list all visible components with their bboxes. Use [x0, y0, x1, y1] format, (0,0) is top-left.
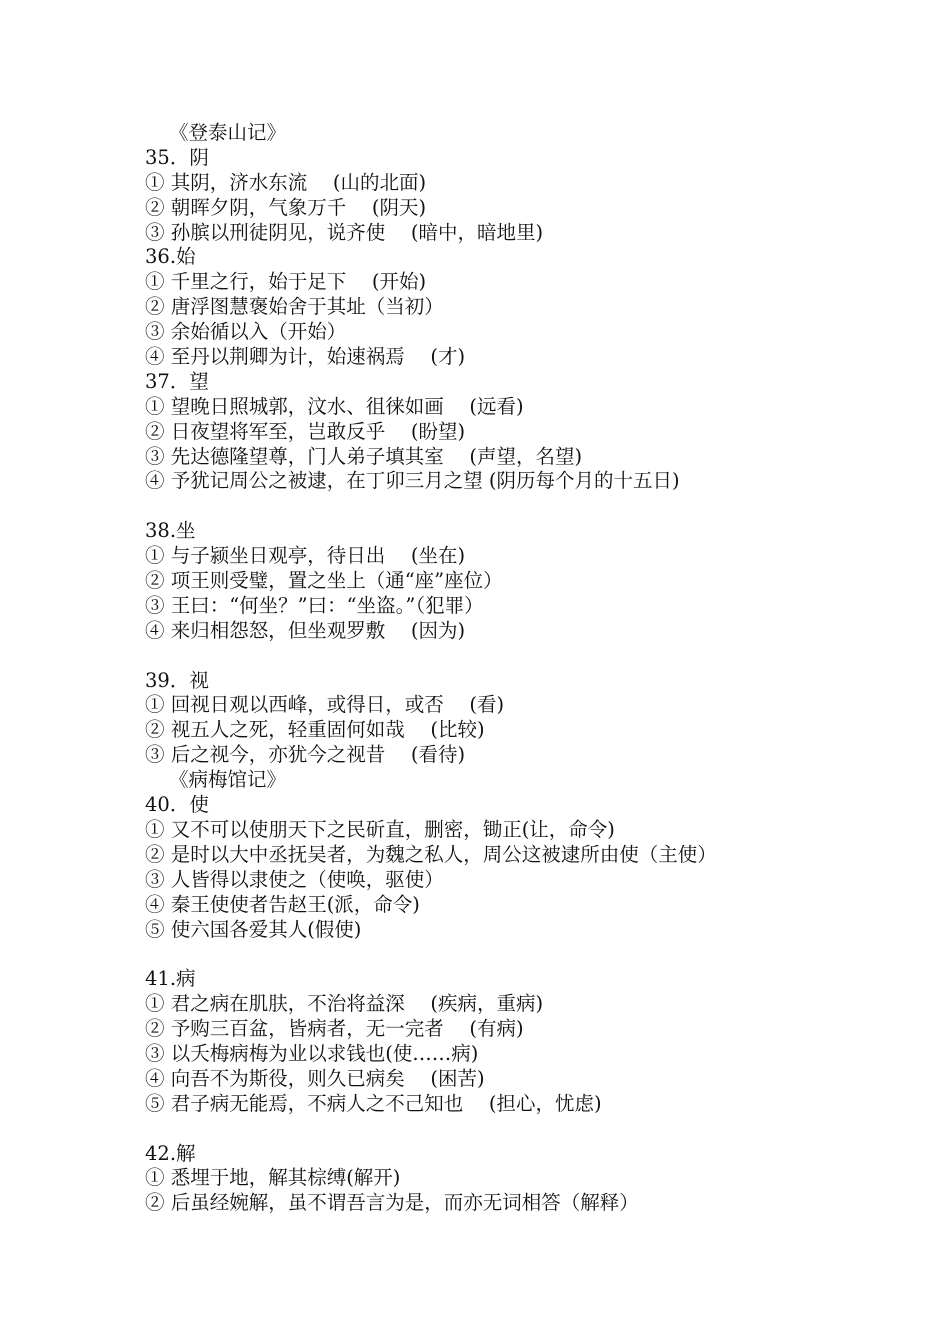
blank-line [145, 942, 925, 967]
entry-heading: 38.坐 [145, 519, 196, 543]
example-line: ③ 人皆得以隶使之（使唤，驱使） [145, 867, 444, 891]
example-line: ⑤ 使六国各爱其人(假使) [145, 917, 362, 941]
entry-heading: 39．视 [145, 668, 209, 692]
example-line: ④ 予犹记周公之被逮，在丁卯三月之望 (阴历每个月的十五日) [145, 469, 680, 493]
example-line: ③ 以夭梅病梅为业以求钱也(使……病) [145, 1041, 479, 1065]
example-line: ② 日夜望将军至，岂敢反乎 (盼望) [145, 419, 466, 443]
example-line: ① 又不可以使朋天下之民斫直，删密，锄正(让，命令) [145, 817, 615, 841]
example-line: ① 其阴，济水东流 (山的北面) [145, 170, 427, 194]
example-line: ② 项王则受璧，置之坐上（通“座”座位） [145, 569, 503, 593]
example-line: ④ 至丹以荆卿为计，始速祸焉 (才) [145, 345, 466, 369]
example-line: ③ 先达德隆望尊，门人弟子填其室 (声望，名望) [145, 444, 583, 468]
example-line: ③ 孙膑以刑徒阴见，说齐使 (暗中，暗地里) [145, 220, 544, 244]
example-line: ① 回视日观以西峰，或得日，或否 (看) [145, 693, 505, 717]
document-page [145, 121, 925, 1216]
section-title: 《病梅馆记》 [169, 768, 287, 792]
example-line: ② 朝晖夕阴，气象万千 (阴天) [145, 195, 427, 219]
example-line: ① 悉埋于地，解其棕缚(解开) [145, 1166, 401, 1190]
blank-line [145, 494, 925, 519]
example-line: ③ 余始循以入（开始） [145, 320, 347, 344]
entry-heading: 35．阴 [145, 145, 209, 169]
example-line: ④ 来归相怨怒，但坐观罗敷 (因为) [145, 618, 466, 642]
entry-heading: 40．使 [145, 793, 209, 817]
example-line: ④ 秦王使使者告赵王(派，命令) [145, 892, 420, 916]
entry-heading: 36.始 [145, 245, 196, 269]
entry-heading: 42.解 [145, 1141, 196, 1165]
blank-line [145, 644, 925, 669]
example-line: ① 千里之行，始于足下 (开始) [145, 270, 427, 294]
example-line: ② 是时以大中丞抚吴者，为魏之私人，周公这被逮所由使（主使） [145, 842, 717, 866]
example-line: ② 视五人之死，轻重固何如哉 (比较) [145, 718, 485, 742]
example-line: ① 君之病在肌肤，不治将益深 (疾病，重病) [145, 992, 544, 1016]
example-line: ① 望晚日照城郭，汶水、徂徕如画 (远看) [145, 394, 524, 418]
blank-line [145, 1117, 925, 1142]
example-line: ① 与子颍坐日观亭，待日出 (坐在) [145, 544, 466, 568]
example-line: ③ 后之视今，亦犹今之视昔 (看待) [145, 743, 466, 767]
entry-heading: 41.病 [145, 967, 196, 991]
section-title: 《登泰山记》 [169, 121, 287, 144]
example-line: ④ 向吾不为斯役，则久已病矣 (困苦) [145, 1066, 485, 1090]
example-line: ② 唐浮图慧褒始舍于其址（当初） [145, 295, 444, 319]
entry-heading: 37．望 [145, 369, 209, 393]
example-line: ② 予购三百盆，皆病者，无一完者 (有病) [145, 1017, 524, 1041]
example-line: ⑤ 君子病无能焉，不病人之不己知也 (担心，忧虑) [145, 1091, 602, 1115]
example-line: ③ 王曰：“何坐？”曰：“坐盗。”（犯罪） [145, 593, 484, 617]
example-line: ② 后虽经婉解，虽不谓吾言为是，而亦无词相答（解释） [145, 1191, 639, 1215]
